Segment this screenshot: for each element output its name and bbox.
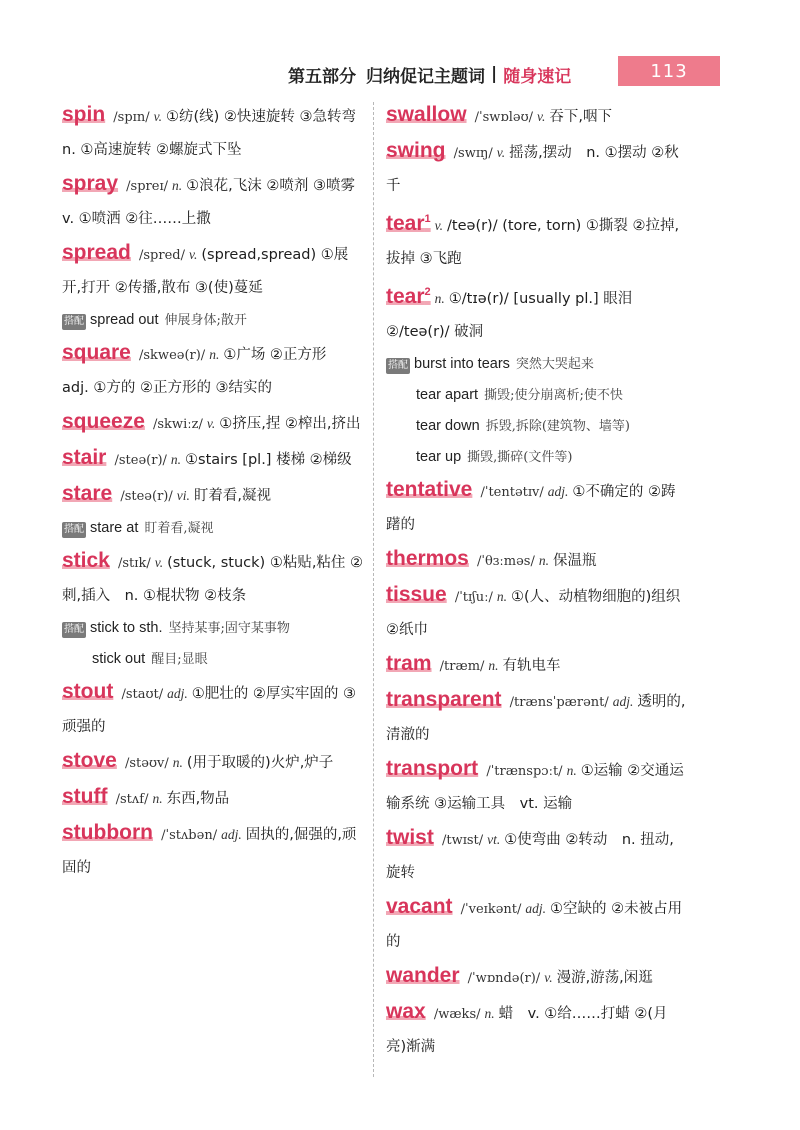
page-header [288,56,720,92]
definition: ①纺(线) ②快速旋转 ③急转弯 n. ①高速旋转 ②螺旋式下坠 [62,109,371,158]
phonetic: /twɪst/ [437,833,484,848]
dictionary-entry [386,959,686,995]
phonetic: /ˈwɒndə(r)/ [463,971,541,986]
headword: stare [62,482,113,505]
definition: ①肥壮的 ②厚实牢固的 ③顽强的 [62,686,357,735]
headword: stuff [62,785,108,808]
phonetic: /ˈstʌbən/ [156,828,218,843]
dictionary-entry [62,236,364,305]
part-of-speech: v. [496,145,506,160]
collocation-item [62,644,364,675]
part-of-speech: v. [206,416,216,431]
definition: ①运输 ②交通运输系统 ③运输工具 vt. 运输 [386,763,684,812]
collocation-meaning: 醒目;显眼 [151,652,208,667]
definition: (用于取暖的)火炉,炉子 [186,755,334,771]
header-part: 第五部分 [288,66,356,87]
headword: tentative [386,478,473,501]
header-accent: 随身速记 [503,66,572,87]
headword: transparent [386,688,502,711]
headword: wax [386,1000,426,1023]
definition: ①挤压,捏 ②榨出,挤出 [219,416,361,432]
dictionary-entry [386,542,686,578]
collocation-meaning: 盯着看,凝视 [144,521,214,536]
part-of-speech: n. [538,553,549,568]
definition: ①浪花,飞沫 ②喷剂 ③喷雾 v. ①喷洒 ②往……上撒 [62,178,370,227]
collocation-item [62,513,364,544]
part-of-speech: adj. [612,694,634,709]
definition: 摇荡,摆动 n. ①摆动 ②秋千 [386,145,679,194]
part-of-speech: n. [152,791,163,806]
dictionary-entry [62,336,364,405]
headword: stick [62,549,110,572]
definition: ①广场 ②正方形 adj. ①方的 ②正方形的 ③结实的 [62,347,341,396]
definition: 保温瓶 [552,553,597,569]
dictionary-entry [386,276,686,349]
dictionary-entry [386,890,686,959]
part-of-speech: adj. [167,686,188,701]
collocation-phrase: burst into tears [414,356,510,372]
phonetic: /stɪk/ [113,556,151,571]
collocation-block [62,305,364,336]
dictionary-entry [62,477,364,513]
headword: tear$^2$ [386,285,431,308]
collocation-item [62,613,364,644]
phonetic: /steə(r)/ [116,489,173,504]
collocation-badge: 搭配 [62,622,86,638]
dictionary-entry [386,683,686,752]
collocation-phrase: tear down [416,418,480,434]
collocation-meaning: 伸展身体;散开 [164,313,247,328]
collocation-item [62,305,364,336]
part-of-speech: n. [566,763,577,778]
phonetic: /swɪŋ/ [449,146,493,161]
part-of-speech: adj. [221,827,242,842]
collocation-item [386,380,686,411]
definition: 东西,物品 [166,791,230,807]
collocation-item [386,349,686,380]
phonetic: /stʌf/ [111,792,149,807]
headword: twist [386,826,434,849]
right-column [386,98,686,1064]
collocation-item [386,411,686,442]
phonetic: /spreɪ/ [122,179,168,194]
headword: stair [62,446,107,469]
definition: ①空缺的 ②未被占用的 [386,901,683,950]
collocation-badge: 搭配 [62,314,86,330]
part-of-speech: n. [496,589,507,604]
phonetic: /ˈθɜːməs/ [472,554,535,569]
phonetic: /wæks/ [429,1007,481,1022]
definition: 固执的,倔强的,顽固的 [62,827,357,876]
dictionary-entry [386,821,686,890]
definition: /teə(r)/ (tore, torn) ①撕裂 ②拉掉,拔掉 ③飞跑 [386,218,680,267]
definition: 吞下,咽下 [549,109,613,125]
collocation-phrase: stick to sth. [90,620,163,636]
dictionary-entry [62,780,364,816]
part-of-speech: v. [544,970,553,985]
definition: ①不确定的 ②踌躇的 [386,484,676,533]
dictionary-entry [62,544,364,613]
collocation-item [386,442,686,473]
phonetic: /ˈswɒləʊ/ [470,110,534,125]
headword: wander [386,964,460,987]
part-of-speech: n. [209,347,220,362]
definition: ①使弯曲 ②转动 n. 扭动,旋转 [386,832,674,881]
phonetic: /trænsˈpærənt/ [505,695,609,710]
part-of-speech: n. [488,658,499,673]
collocation-phrase: spread out [90,312,159,328]
dictionary-entry [62,816,364,885]
dictionary-entry [386,473,686,542]
left-column [62,98,371,885]
definition: (stuck, stuck) ①粘贴,粘住 ②刺,插入 n. ①棍状物 ②枝条 [62,555,364,604]
part-of-speech: v. [537,109,546,124]
phonetic: /ˈtentətɪv/ [476,485,544,500]
dictionary-entry [386,98,686,134]
headword: spray [62,172,119,195]
phonetic: /træm/ [435,659,485,674]
part-of-speech: n. [434,291,445,306]
collocation-block [62,613,364,675]
phonetic: /staʊt/ [117,687,164,702]
collocation-meaning: 坚持某事;固守某事物 [168,621,290,636]
homograph-number: 1 [424,213,431,225]
part-of-speech: n. [172,755,183,770]
headword: square [62,341,131,364]
collocation-phrase: tear up [416,449,462,465]
headword: tear$^1$ [386,212,431,235]
phonetic: /ˈveɪkənt/ [456,902,522,917]
part-of-speech: adj. [547,484,569,499]
collocation-meaning: 突然大哭起来 [515,357,594,372]
headword: stubborn [62,821,153,844]
headword: stout [62,680,114,703]
definition: 有轨电车 [502,658,561,674]
page-number: 113 [618,56,720,86]
headword: tram [386,652,432,675]
collocation-phrase: tear apart [416,387,479,403]
dictionary-entry [386,578,686,647]
dictionary-entry [62,167,370,236]
headword: spread [62,241,131,264]
headword: spin [62,103,106,126]
collocation-meaning: 撕毁;使分崩离析;使不快 [484,388,623,403]
phonetic: /stəʊv/ [120,756,169,771]
phonetic: /steə(r)/ [110,453,167,468]
collocation-block [386,349,686,473]
collocation-phrase: stick out [92,651,146,667]
part-of-speech: n. [484,1006,495,1021]
part-of-speech: n. [170,452,182,467]
headword: transport [386,757,479,780]
part-of-speech: vi. [176,488,190,503]
headword: vacant [386,895,453,918]
part-of-speech: v. [434,218,444,233]
part-of-speech: vt. [487,832,501,847]
dictionary-entry [62,441,364,477]
column-divider [373,102,374,1077]
definition: 蜡 v. ①给……打蜡 ②(月亮)渐满 [386,1006,668,1055]
definition: (spread,spread) ①展开,打开 ②传播,散布 ③(使)蔓延 [62,247,349,296]
headword: swing [386,139,446,162]
dictionary-entry [386,647,686,683]
definition: 透明的,清澈的 [386,694,686,743]
part-of-speech: adj. [525,901,547,916]
dictionary-entry [386,203,686,276]
phonetic: /spɪn/ [109,110,150,125]
phonetic: /ˈtɪʃuː/ [450,590,493,605]
dictionary-entry [386,995,686,1064]
collocation-badge: 搭配 [386,358,410,374]
collocation-badge: 搭配 [62,522,86,538]
collocation-meaning: 拆毁,拆除(建筑物、墙等) [485,419,630,434]
headword: squeeze [62,410,145,433]
collocation-phrase: stare at [90,520,139,536]
collocation-meaning: 撕毁,撕碎(文件等) [467,450,573,465]
dictionary-entry [62,744,364,780]
dictionary-entry [62,405,364,441]
headword: stove [62,749,117,772]
definition: ①/tɪə(r)/ [usually pl.] 眼泪 ②/teə(r)/ 破洞 [386,291,633,340]
part-of-speech: v. [154,555,164,570]
definition: ①stairs [pl.] 楼梯 ②梯级 [185,452,352,468]
phonetic: /skweə(r)/ [134,348,206,363]
headword: tissue [386,583,447,606]
phonetic: /skwiːz/ [148,417,203,432]
phonetic: /ˈtrænspɔːt/ [482,764,563,779]
headword: swallow [386,103,467,126]
dictionary-entry [386,752,686,821]
dictionary-entry [386,134,686,203]
part-of-speech: n. [172,178,183,193]
header-section: 归纳促记主题词 [366,66,485,87]
definition: 盯着看,凝视 [193,488,271,504]
dictionary-entry [62,98,371,167]
part-of-speech: v. [189,247,198,262]
definition: ①(人、动植物细胞的)组织 ②纸巾 [386,589,681,638]
header-separator: | [491,64,498,84]
definition: 漫游,游荡,闲逛 [556,970,653,986]
collocation-block [62,513,364,544]
part-of-speech: v. [153,109,162,124]
headword: thermos [386,547,469,570]
homograph-number: 2 [424,286,431,298]
dictionary-entry [62,675,364,744]
phonetic: /spred/ [134,248,185,263]
